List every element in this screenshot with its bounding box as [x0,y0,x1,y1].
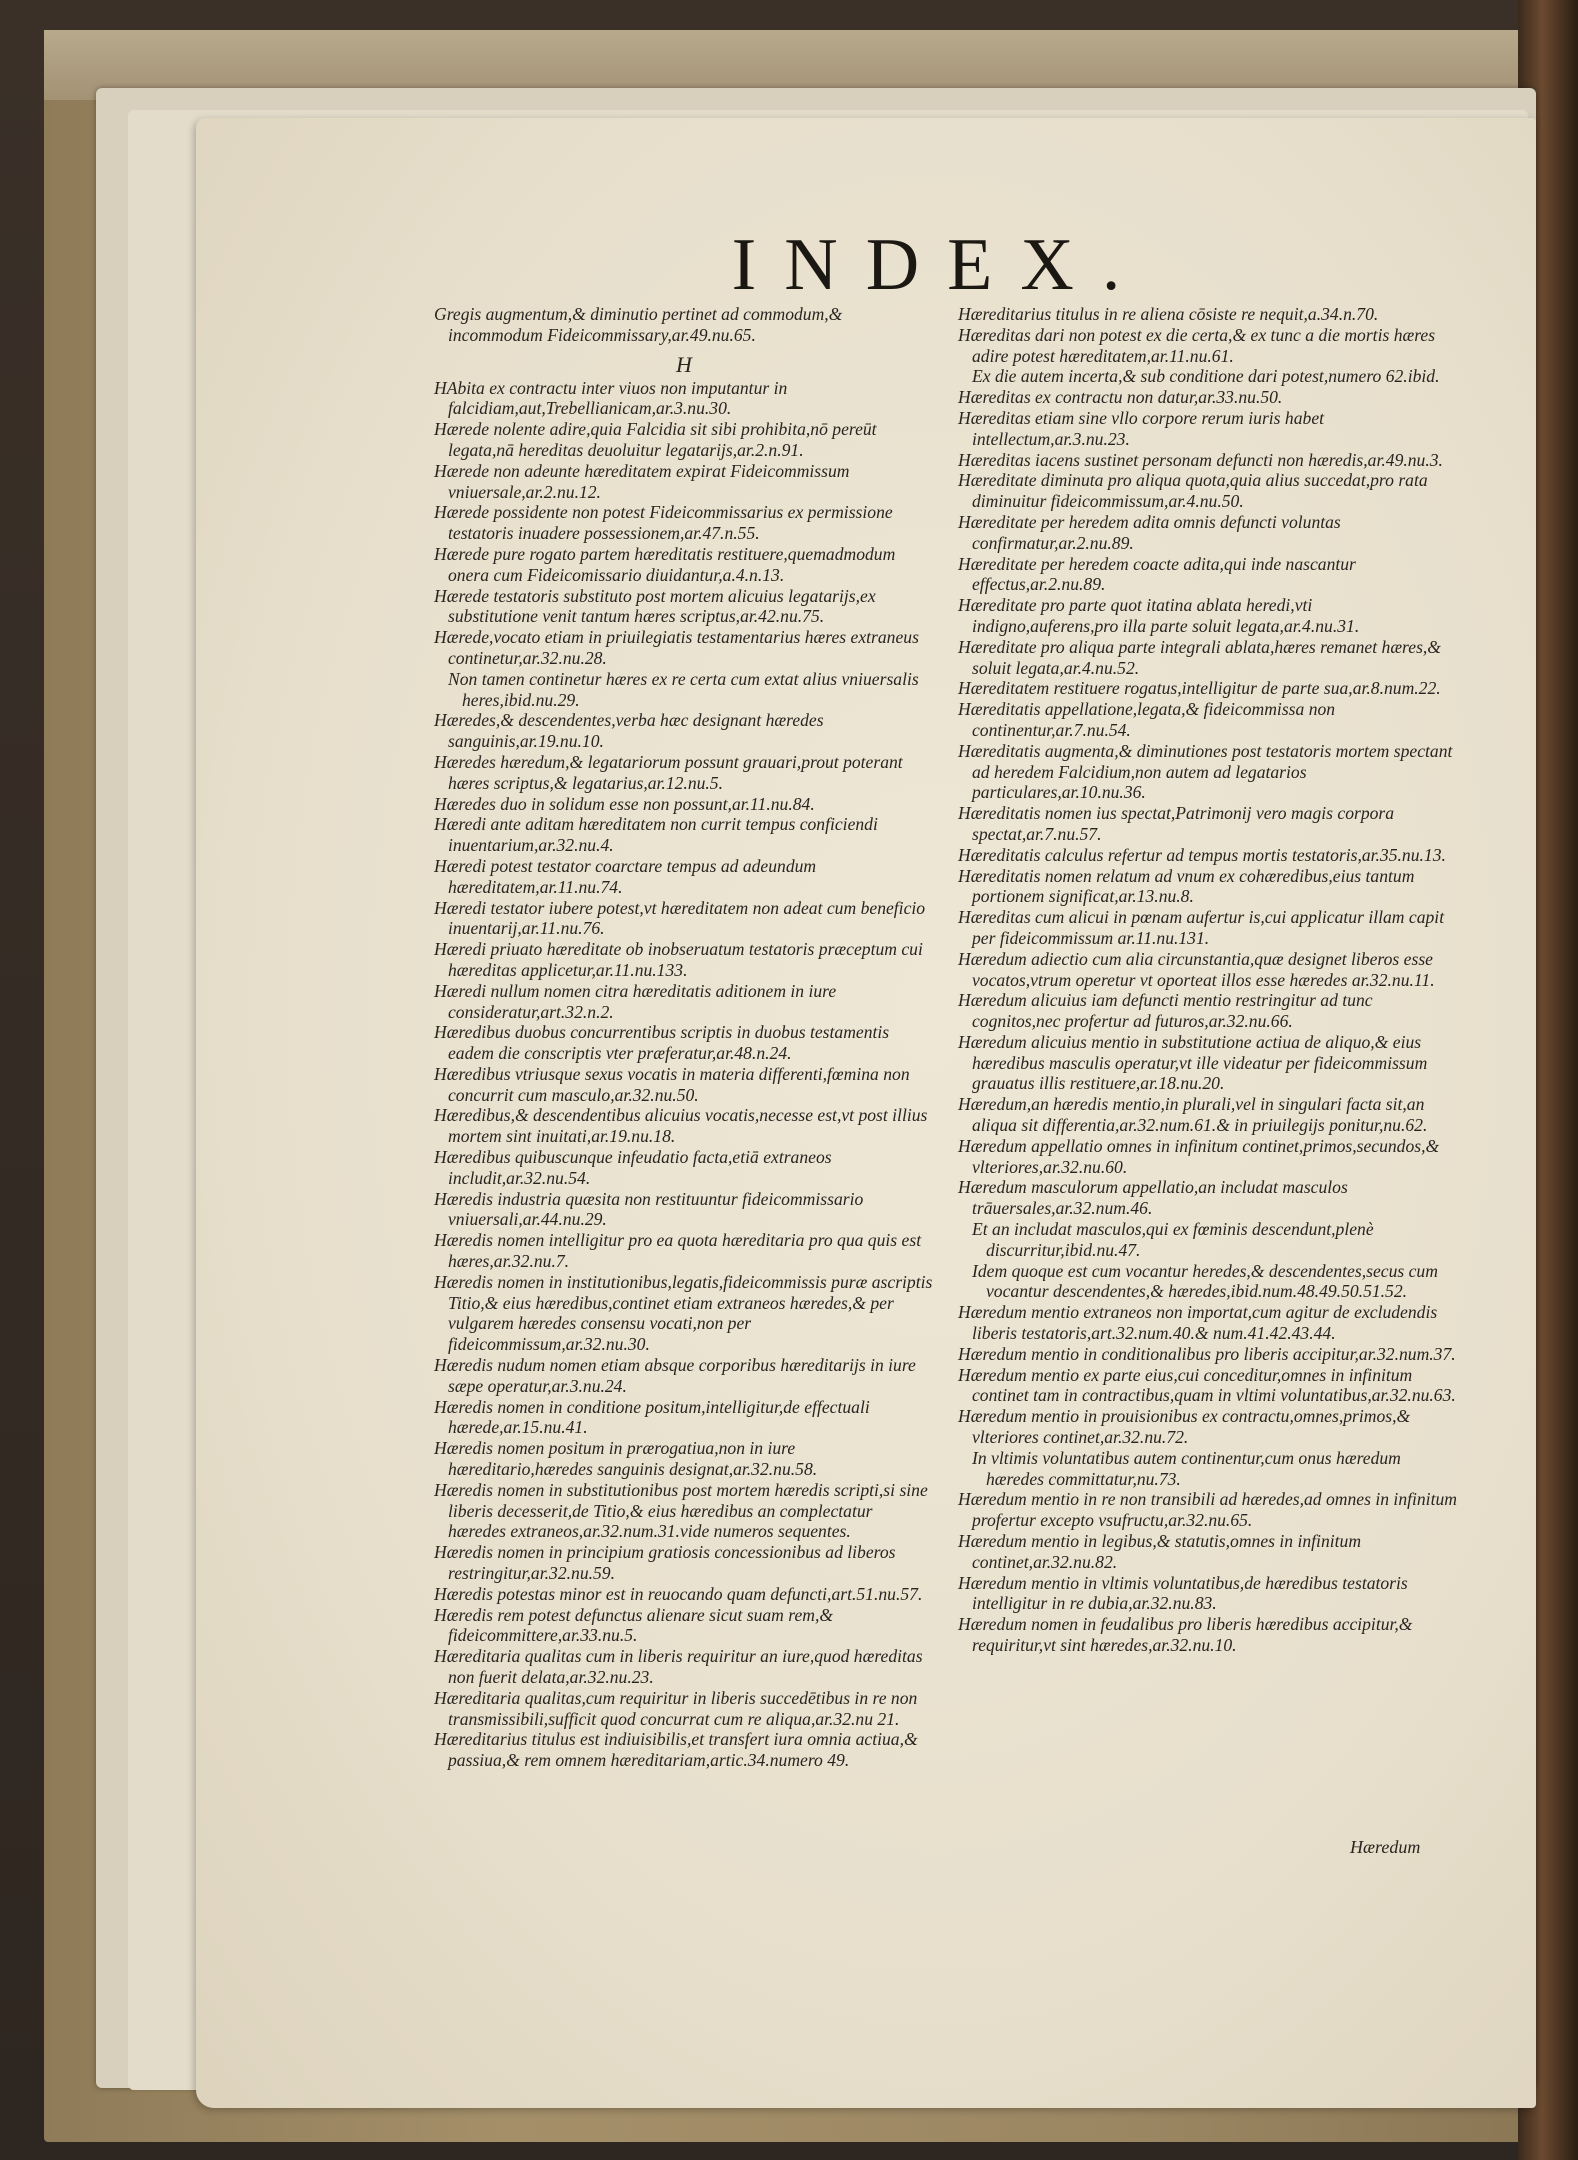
index-entry: Hæreditaria qualitas cum in liberis requiritur an iure,quod hæreditas non fuerit delata,ar.32.nu.23. [434,1646,923,1687]
index-entry: Hærede nolente adire,quia Falcidia sit sibi prohibita,nō pereūt legata,nā hereditas deuoluitur legatarijs,ar.2.n.91. [434,419,877,460]
index-entry: Hæreditarius titulus est indiuisibilis,et transfert iura omnia actiua,& passiua,& rem omnem hæreditariam,artic.34.numero 49. [434,1729,918,1771]
index-entry: Hæredis nomen in principium gratiosis concessionibus ad liberos restringitur,ar.32.nu.59. [434,1542,896,1584]
index-entry: Hæredum mentio in legibus,& statutis,omnes in infinitum continet,ar.32.nu.82. [958,1531,1362,1572]
right-column [958,304,1458,1656]
index-entry: Hærede pure rogato partem hæreditatis restituere,quemadmodum onera cum Fideicomissario diuidantur,a.4.n.13. [434,543,896,585]
index-entry: Hæredi potest testator coarctare tempus ad adeundum hæreditatem,ar.11.nu.74. [434,855,817,897]
index-entry: Hæredum mentio in prouisionibus ex contractu,omnes,primos,& vlteriores continet,ar.32.nu.72. [958,1406,1411,1448]
index-entry: Hæredes hæredum,& legatariorum possunt grauari,prout poterant hæres scriptus,& legatarius,ar.12.nu.5. [434,751,903,793]
index-entry: Hæreditate diminuta pro aliqua quota,quia alius succedat,pro rata diminuitur fideicommissum,ar.4.nu.50. [958,470,1428,512]
index-entry: Hæredes duo in solidum esse non possunt,ar.11.nu.84. [434,793,815,814]
index-entry: Hæredi priuato hæreditate ob inobseruatum testatoris præceptum cui hæreditas applicetur,ar.11.nu.133. [434,939,923,980]
index-entry: Hæreditatis nomen relatum ad vnum ex cohæredibus,eius tantum portionem significat,ar.13.nu.8. [958,865,1415,907]
index-entry: Hæredibus,& descendentibus alicuius vocatis,necesse est,vt post illius mortem sint inuitati,ar.19.nu.18. [434,1105,928,1147]
index-entry: Hæreditas iacens sustinet personam defuncti non hæredis,ar.49.nu.3. [958,449,1443,470]
index-entry: Hæredum mentio in vltimis voluntatibus,de hæredibus testatoris intelligitur in re dubia,ar.32.nu.83. [958,1572,1408,1614]
left-column [434,304,934,1771]
index-entry: Hæreditatis augmenta,& diminutiones post testatoris mortem spectant ad heredem Falcidium,non autem ad legatarios particulares,ar.10.nu.36. [958,740,1453,803]
index-subentry: Idem quoque est cum vocantur heredes,& descendentes,secus cum vocantur descendentes,& hæredes,ibid.num.48.49.50.51.52. [972,1260,1438,1302]
index-subentry: Ex die autem incerta,& sub conditione dari potest,numero 62.ibid. [972,366,1440,387]
index-entry: Hæredibus vtriusque sexus vocatis in materia differenti,fœmina non concurrit cum masculo,ar.32.nu.50. [434,1063,910,1105]
index-entry: Hæredi ante aditam hæreditatem non currit tempus conficiendi inuentarium,ar.32.nu.4. [434,814,878,856]
index-entry: Hæredis potestas minor est in reuocando quam defuncti,art.51.nu.57. [434,1583,923,1604]
index-subentry: Non tamen continetur hæres ex re certa cum extat alius vniuersalis heres,ibid.nu.29. [448,668,919,710]
index-entry: Hæreditatem restituere rogatus,intelligitur de parte sua,ar.8.num.22. [958,678,1441,699]
section-letter: H [676,351,692,377]
index-entry: Hæredum mentio extraneos non importat,cum agitur de excludendis liberis testatoris,art.32.num.40.& num.41.42.43.44. [958,1302,1438,1344]
index-entry: Hæreditas ex contractu non datur,ar.33.nu.50. [958,387,1283,408]
index-entry: Hæredum mentio ex parte eius,cui conceditur,omnes in infinitum continet tam in contractibus,quam in vltimi voluntatibus,ar.32.nu.63. [958,1364,1456,1406]
index-entry: Hæreditas cum alicui in pœnam aufertur is,cui applicatur illam capit per fideicommissum ar.11.nu.131. [958,907,1445,948]
index-entry: Hæredum mentio in re non transibili ad hæredes,ad omnes in infinitum profertur excepto vsufructu,ar.32.nu.65. [958,1489,1457,1531]
index-entry: Hæredis industria quæsita non restituuntur fideicommissario vniuersali,ar.44.nu.29. [434,1188,864,1230]
index-subentry: In vltimis voluntatibus autem continentur,cum onus hæredum hæredes committatur,nu.73. [972,1447,1401,1489]
index-entry: Hæredum appellatio omnes in infinitum continet,primos,secundos,& vlteriores,ar.32.nu.60. [958,1135,1440,1177]
index-entry: Hæreditarius titulus in re aliena cōsiste re nequit,a.34.n.70. [958,304,1379,324]
index-entry: Hæreditas etiam sine vllo corpore rerum iuris habet intellectum,ar.3.nu.23. [958,407,1325,449]
index-entry: Hæreditate per heredem adita omnis defuncti voluntas confirmatur,ar.2.nu.89. [958,511,1341,553]
index-entry: Hærede possidente non potest Fideicommissarius ex permissione testatoris inuadere possessionem,ar.47.n.55. [434,502,893,544]
index-entry: Hæredis nomen in institutionibus,legatis,fideicommissis puræ ascriptis Titio,& eius hæredibus,continet etiam extraneos hæredes,& per vulgarem hæredes consensu vocati,non per fideicommissum,ar.32.nu.30. [434,1271,933,1355]
index-entry: Hæredibus duobus concurrentibus scriptis in duobus testamentis eadem die conscriptis vter præferatur,ar.48.n.24. [434,1022,890,1064]
index-entry: Hæredis nomen in conditione positum,intelligitur,de effectuali hærede,ar.15.nu.41. [434,1396,870,1438]
index-entry: Hærede non adeunte hæreditatem expirat Fideicommissum vniuersale,ar.2.nu.12. [434,460,850,502]
index-entry: Hæreditatis appellatione,legata,& fideicommissa non continentur,ar.7.nu.54. [958,699,1336,740]
index-entry: Hæreditas dari non potest ex die certa,& ex tunc a die mortis hæres adire potest hæreditatem,ar.11.nu.61. [958,324,1436,366]
catchword: Hæredum [1350,1837,1421,1857]
index-entry: Hæredis nomen intelligitur pro ea quota hæreditaria pro qua quis est hæres,ar.32.nu.7. [434,1230,922,1272]
index-entry: Hærede,vocato etiam in priuilegiatis testamentarius hæres extraneus continetur,ar.32.nu.28. [434,627,919,668]
page-title: INDEX. [731,224,1149,306]
index-entry: Hæredum alicuius mentio in substitutione actiua de aliquo,& eius hæredibus masculis operatur,vt ille videatur per fideicommissum grauatus illis restituere,ar.18.nu.20. [958,1031,1428,1094]
index-subentry: Et an includat masculos,qui ex fœminis descendunt,plenè discurritur,ibid.nu.47. [972,1219,1374,1260]
index-entry: Hæredis rem potest defunctus alienare sicut suam rem,& fideicommittere,ar.33.nu.5. [434,1604,834,1646]
index-entry: Hæredi testator iubere potest,vt hæreditatem non adeat cum beneficio inuentarij,ar.11.nu.76. [434,897,926,939]
index-entry: Hæreditatis nomen ius spectat,Patrimonij vero magis corpora spectat,ar.7.nu.57. [958,803,1395,844]
index-entry: Hæreditatis calculus refertur ad tempus mortis testatoris,ar.35.nu.13. [958,844,1446,865]
index-entry: Hæredis nudum nomen etiam absque corporibus hæreditarijs in iure sæpe operatur,ar.3.nu.24. [434,1355,916,1396]
index-entry: Hæredum alicuius iam defuncti mentio restringitur ad tunc cognitos,nec profertur ad futuros,ar.32.nu.66. [958,990,1373,1032]
index-entry: Hæreditate pro aliqua parte integrali ablata,hæres remanet hæres,& soluit legata,ar.4.nu.52. [958,636,1441,678]
index-entry: Hærede testatoris substituto post mortem alicuius legatarijs,ex substitutione venit tantum hæres scriptus,ar.42.nu.75. [434,585,876,627]
index-entry: Hæreditaria qualitas,cum requiritur in liberis succedētibus in re non transmissibili,sufficit quod concurrat cum re aliqua,ar.32.nu 21. [434,1687,918,1729]
index-entry: Hæredi nullum nomen citra hæreditatis aditionem in iure consideratur,art.32.n.2. [434,980,837,1022]
index-entry: Hæredum masculorum appellatio,an includat masculos trāuersales,ar.32.num.46. [958,1177,1348,1219]
index-entry: Hæredum mentio in conditionalibus pro liberis accipitur,ar.32.num.37. [958,1343,1456,1364]
index-entry: Hæredis nomen positum in prærogatiua,non in iure hæreditario,hæredes sanguinis designat,ar.32.nu.58. [434,1438,818,1480]
index-entry: Hæredum nomen in feudalibus pro liberis hæredibus accipitur,& requiritur,vt sint hæredes,ar.32.nu.10. [958,1614,1413,1655]
index-entry: Hæredum,an hæredis mentio,in plurali,vel in singulari facta sit,an aliqua sit differentia,ar.32.num.61.& in priuilegijs ponitur,nu.62. [958,1094,1428,1136]
index-entry: HAbita ex contractu inter viuos non imputantur in falcidiam,aut,Trebellianicam,ar.3.nu.30. [434,377,788,419]
index-entry: Hæreditate pro parte quot itatina ablata heredi,vti indigno,auferens,pro illa parte soluit legata,ar.4.nu.31. [958,595,1360,636]
index-entry: Hæredes,& descendentes,verba hæc designant hæredes sanguinis,ar.19.nu.10. [434,710,824,752]
index-entry: Hæredis nomen in substitutionibus post mortem hæredis scripti,si sine liberis decesserit,de Titio,& eius hæredibus an complectatur hæredes extraneos,ar.32.num.31.vide numeros sequentes. [434,1479,928,1542]
index-entry: Hæreditate per heredem coacte adita,qui inde nascantur effectus,ar.2.nu.89. [958,553,1356,595]
index-entry: Gregis augmentum,& diminutio pertinet ad commodum,& incommodum Fideicommissary,ar.49.nu.65. [434,304,843,345]
index-entry: Hæredum adiectio cum alia circunstantia,quæ designet liberos esse vocatos,vtrum operetur vt oporteat illos esse hæredes ar.32.nu.11. [958,948,1435,990]
index-entry: Hæredibus quibuscunque infeudatio facta,etiā extraneos includit,ar.32.nu.54. [434,1147,832,1188]
